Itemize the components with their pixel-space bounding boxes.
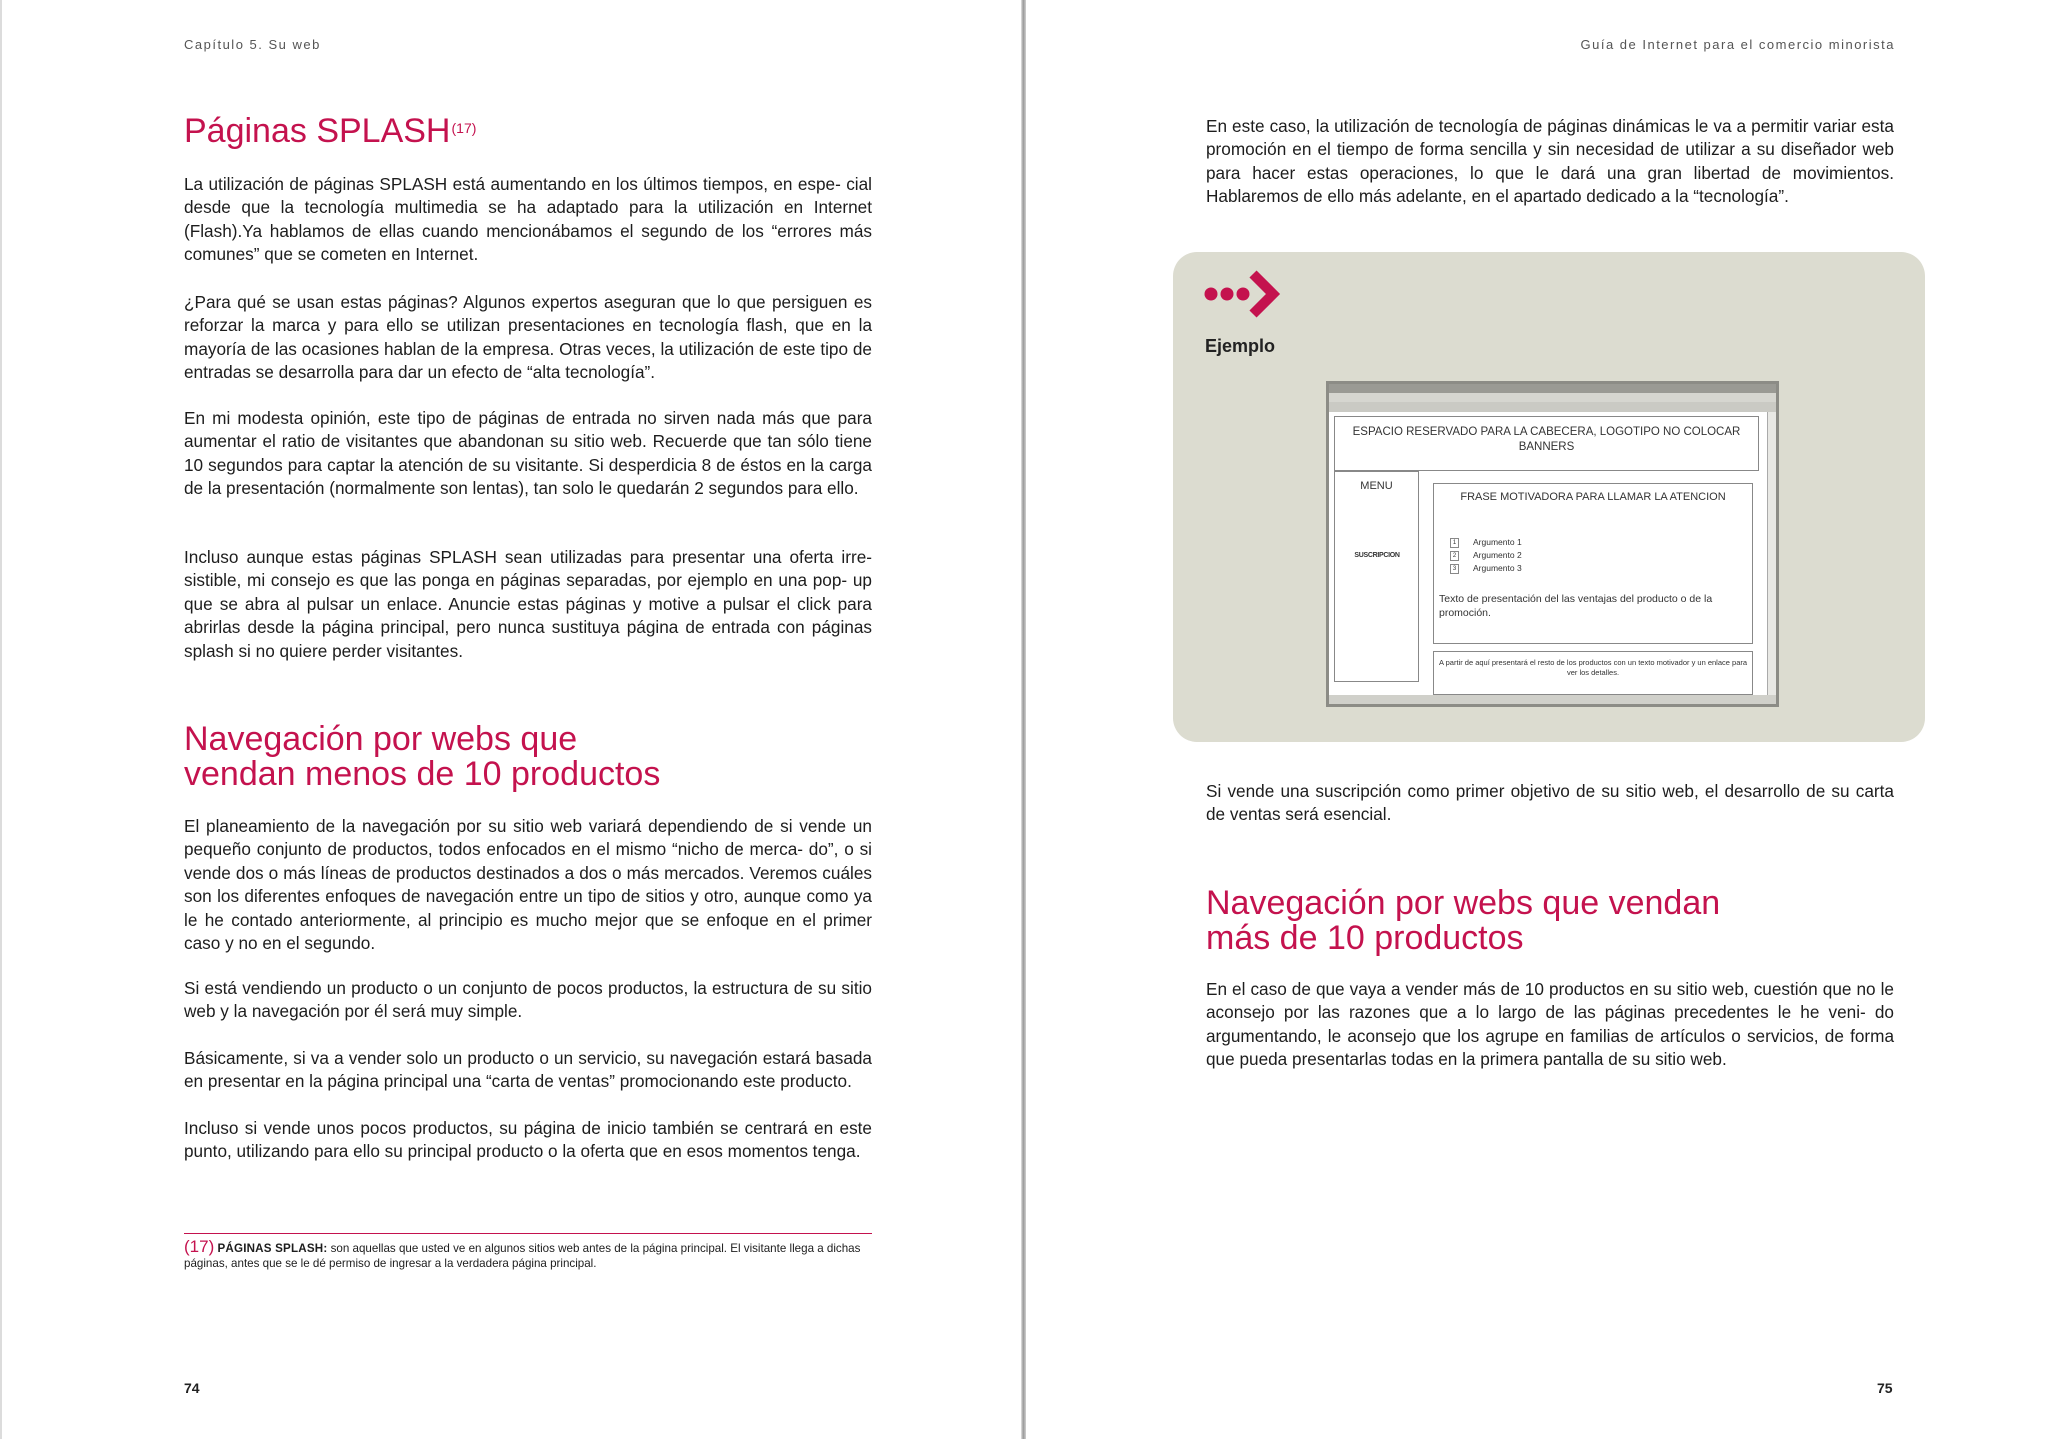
mock-main-box xyxy=(1433,483,1753,644)
mock-header-box: ESPACIO RESERVADO PARA LA CABECERA, LOGOTIPO NO COLOCAR BANNERS xyxy=(1334,416,1759,471)
heading-navegacion-menos-10 xyxy=(184,722,660,792)
heading-line: vendan menos de 10 productos xyxy=(184,755,661,793)
mock-argument: 3 Argumento 3 xyxy=(1450,562,1522,575)
browser-titlebar xyxy=(1329,384,1776,393)
mock-argument: 2 Argumento 2 xyxy=(1450,549,1522,562)
example-label: Ejemplo xyxy=(1205,336,1276,356)
mock-motivational-phrase: FRASE MOTIVADORA PARA LLAMAR LA ATENCION xyxy=(1460,491,1726,503)
heading-navegacion-mas-10 xyxy=(1206,886,1720,956)
mock-menu-label: MENU xyxy=(1360,480,1393,492)
mock-subscription-label: SUSCRIPCION xyxy=(1354,552,1400,559)
running-header-left: Capítulo 5. Su web xyxy=(184,37,321,52)
paragraph: Incluso aunque estas páginas SPLASH sean utilizadas para presentar una oferta irre- sistible, mi consejo es que las ponga en páginas separadas, por ejemplo en una pop- up que se abra al pulsar un enlace. Anuncie estas páginas y motive a pulsar el click para abrirlas desde la página principal, pero nunca sustituya página de entrada con páginas splash si no quiere perder visitantes. xyxy=(184,547,872,661)
browser-scrollbar xyxy=(1767,412,1776,698)
paragraph: Básicamente, si va a vender solo un producto o un servicio, su navegación estará basada en presentar en la página principal una “carta de ventas” promocionando este producto. xyxy=(184,1048,872,1092)
mock-sidebar-box xyxy=(1334,471,1419,682)
browser-toolbar xyxy=(1329,402,1776,412)
mock-presentation-text: Texto de presentación del las ventajas del producto o de la promoción. xyxy=(1439,593,1713,619)
browser-statusbar xyxy=(1329,695,1776,704)
dots-arrow-icon xyxy=(1203,266,1285,322)
footnote-number: (17) xyxy=(184,1237,215,1256)
heading-line: Navegación por webs que vendan xyxy=(1206,884,1721,922)
heading-line: más de 10 productos xyxy=(1206,919,1524,957)
paragraph: Si está vendiendo un producto o un conjunto de pocos productos, la estructura de su sitio web y la navegación por él será muy simple. xyxy=(184,978,872,1022)
paragraph: Incluso si vende unos pocos productos, su página de inicio también se centrará en este punto, utilizando para ello su principal producto o la oferta que en esos momentos tenga. xyxy=(184,1118,872,1162)
page-number-right: 75 xyxy=(1877,1380,1893,1396)
footnote-ref: (17) xyxy=(451,120,477,136)
browser-menubar xyxy=(1329,393,1776,402)
mock-arguments-list xyxy=(1450,536,1522,575)
paragraph: En el caso de que vaya a vender más de 10 productos en su sitio web, cuestión que no le aconsejo por las razones que a lo largo de las páginas precedentes le he veni- do argumentando, le aconsejo que los agrupe en familias de artículos o servicios, de forma que pueda presentarlas todas en la primera pantalla de su sitio web. xyxy=(1206,979,1894,1070)
paragraph: En mi modesta opinión, este tipo de páginas de entrada no sirven nada más que para aumentar el ratio de visitantes que abandonan su sitio web. Recuerde que tan sólo tiene 10 segundos para captar la atención de su visitante. Si desperdicia 8 de éstos en la carga de la presentación (normalmente son lentas), tan solo le quedarán 2 segundos para ello. xyxy=(184,408,872,499)
heading-paginas-splash xyxy=(184,112,476,151)
paragraph: Si vende una suscripción como primer objetivo de su sitio web, el desarrollo de su carta de ventas será esencial. xyxy=(1206,781,1894,825)
example-box xyxy=(1173,252,1925,742)
running-header-right: Guía de Internet para el comercio minorista xyxy=(1580,37,1895,52)
heading-text: Páginas SPLASH xyxy=(184,112,451,150)
paragraph: En este caso, la utilización de tecnología de páginas dinámicas le va a permitir variar esta promoción en el tiempo de forma sencilla y sin necesidad de utilizar a su diseñador web para hacer estas operaciones, lo que le dará una gran libertad de movimientos. Hablaremos de ello más adelante, en el apartado dedicado a la “tecnología”. xyxy=(1206,116,1894,207)
footnote-term: PÁGINAS SPLASH: xyxy=(217,1242,328,1255)
paragraph: ¿Para qué se usan estas páginas? Algunos expertos aseguran que lo que persiguen es reforzar la marca y para ello se utilizan presentaciones en tecnología flash, que en la mayoría de las ocasiones hablan de la empresa. Otras veces, la utilización de este tipo de entradas se desarrolla para dar un efecto de “alta tecnología”. xyxy=(184,292,872,383)
paragraph: La utilización de páginas SPLASH está aumentando en los últimos tiempos, en espe- cial desde que la tecnología multimedia se ha adaptado para la utilización en Internet (Flash).Ya hablamos de ellas cuando mencionábamos el segundo de los “errores más comunes” que se cometen en Internet. xyxy=(184,174,872,265)
footnote-divider xyxy=(184,1233,872,1234)
example-screenshot xyxy=(1326,381,1779,707)
mock-argument: 1 Argumento 1 xyxy=(1450,536,1522,549)
footnote xyxy=(184,1237,872,1271)
page-number-left: 74 xyxy=(184,1380,200,1396)
paragraph: El planeamiento de la navegación por su sitio web variará dependiendo de si vende un pequeño conjunto de productos, todos enfocados en el mismo “nicho de merca- do”, o si vende dos o más líneas de productos destinados a dos o más mercados. Veremos cuáles son los diferentes enfoques de navegación entre un tipo de sitios y otro, aunque como ya le he contado anteriormente, al principio es mucho mejor que se enfoque en el primer caso y no en el segundo. xyxy=(184,816,872,954)
mock-footer-box: A partir de aquí presentará el resto de los productos con un texto motivador y un enlace para ver los detalles. xyxy=(1433,651,1753,695)
heading-line: Navegación por webs que xyxy=(184,720,578,758)
footnote-text: son aquellas que usted ve en algunos sitios web antes de la página principal. El visitante llega a dichas páginas, antes que se le dé permiso de ingresar a la verdadera página principal. xyxy=(184,1242,861,1270)
